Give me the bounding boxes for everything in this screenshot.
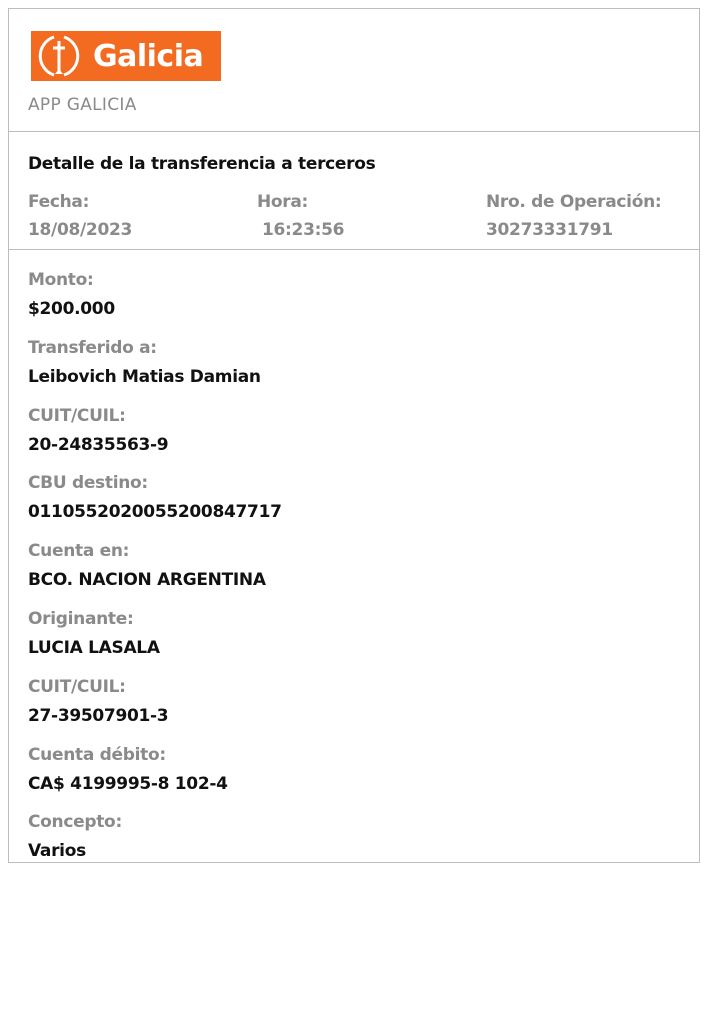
- field-value: $200.000: [28, 299, 115, 319]
- field-label: Cuenta débito:: [28, 744, 166, 765]
- field-value: 0110552020055200847717: [28, 502, 282, 523]
- field-label: CUIT/CUIL:: [28, 405, 126, 426]
- receipt-header: [9, 9, 699, 132]
- field-label: Transferido a:: [28, 337, 157, 358]
- operation-label: Nro. de Operación:: [486, 192, 662, 212]
- field-recipient: [28, 338, 282, 406]
- field-label: CBU destino:: [28, 473, 148, 494]
- field-label: Monto:: [28, 270, 94, 290]
- app-name: APP GALICIA: [28, 95, 137, 115]
- field-value: CA$ 4199995-8 102-4: [28, 773, 228, 794]
- date-column: [28, 192, 132, 240]
- field-originator-cuit: [28, 677, 282, 745]
- field-value: BCO. NACION ARGENTINA: [28, 570, 266, 591]
- section-title: Detalle de la transferencia a terceros: [28, 154, 376, 174]
- date-value: 18/08/2023: [28, 220, 133, 240]
- field-amount: [28, 270, 282, 338]
- field-concept: [28, 812, 282, 880]
- field-value: Leibovich Matias Damian: [28, 366, 261, 387]
- transfer-receipt: [8, 8, 700, 863]
- field-recipient-cuit: [28, 406, 282, 474]
- operation-column: [486, 192, 661, 240]
- transfer-meta: [9, 132, 699, 250]
- field-value: 20-24835563-9: [28, 434, 169, 455]
- galicia-logo: [31, 31, 221, 81]
- field-cbu: [28, 473, 282, 541]
- field-value: LUCIA LASALA: [28, 637, 160, 658]
- logo-text: Galicia: [93, 38, 204, 74]
- field-debit-account: [28, 745, 282, 813]
- field-label: Originante:: [28, 608, 134, 629]
- field-value: 27-39507901-3: [28, 705, 169, 726]
- field-bank: [28, 541, 282, 609]
- field-label: CUIT/CUIL:: [28, 676, 126, 697]
- galicia-cross-icon: [31, 31, 87, 81]
- field-label: Cuenta en:: [28, 541, 130, 562]
- time-label: Hora:: [257, 192, 309, 212]
- operation-value: 30273331791: [486, 220, 613, 240]
- field-originator: [28, 609, 282, 677]
- transfer-fields: [28, 270, 282, 880]
- field-label: Concepto:: [28, 812, 122, 833]
- date-label: Fecha:: [28, 192, 90, 212]
- time-column: [257, 192, 344, 240]
- time-value: 16:23:56: [262, 220, 345, 240]
- field-value: Varios: [28, 841, 86, 862]
